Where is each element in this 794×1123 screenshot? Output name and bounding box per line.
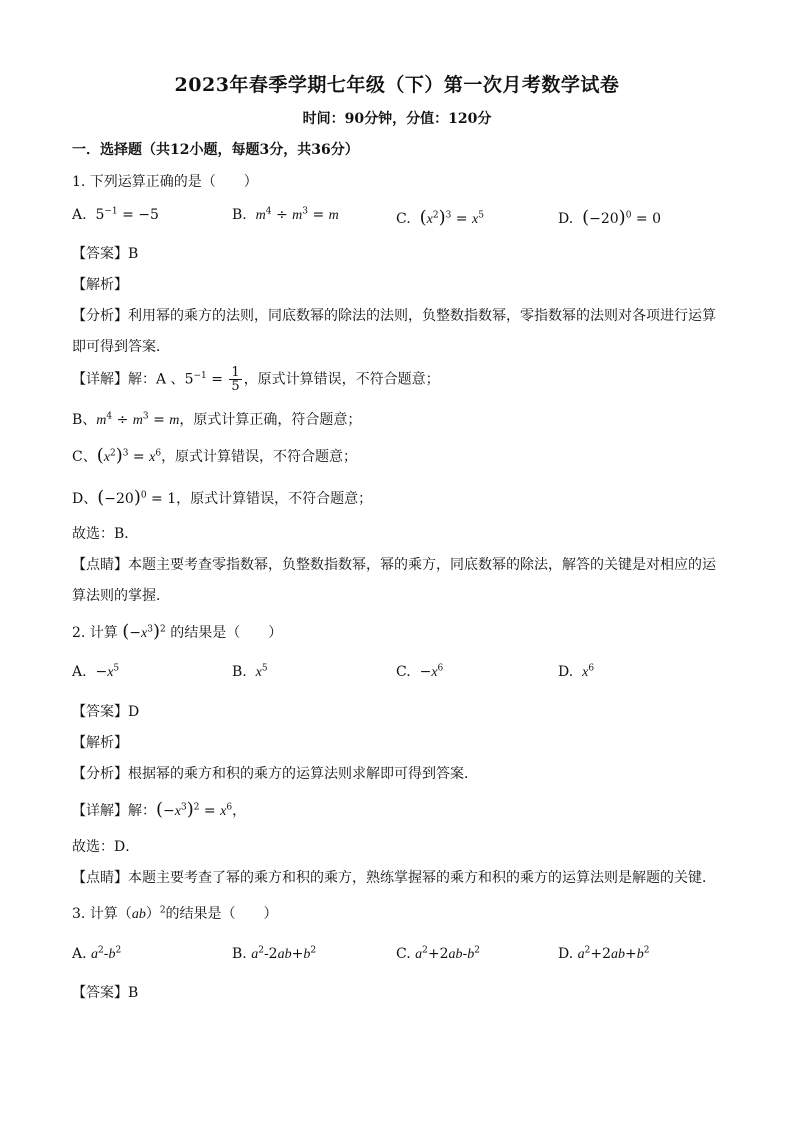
answer-label: 【答案】B bbox=[72, 985, 139, 1001]
option-a: A. $a^2-b^2$ bbox=[72, 945, 122, 962]
option-d: D. $(-20)^0 = 0$ bbox=[558, 207, 661, 228]
detail-c: C、$(x^2)^3 = x^6$，原式计算错误，不符合题意； bbox=[72, 445, 358, 466]
solution-label: 【解析】 bbox=[72, 735, 128, 751]
question-2-stem: 2. 计算 $(-x^3)^2$ 的结果是（ ） bbox=[72, 621, 283, 642]
choice-text: 故选：D． bbox=[72, 839, 140, 855]
option-c: C. $-x^6$ bbox=[396, 663, 444, 680]
comment-text: 【点睛】本题主要考查了幂的乘方和积的乘方，熟练掌握幂的乘方和积的乘方的运算法则是解题的关键． bbox=[72, 870, 716, 886]
option-b: B. $m^4 \div m^3 = m$ bbox=[232, 206, 339, 223]
detail-d: D、$(-20)^0 = 1$，原式计算错误，不符合题意； bbox=[72, 487, 373, 508]
analysis-text: 【分析】利用幂的乘方的法则，同底数幂的除法的法则，负整数指数幂，零指数幂的法则对各项进行运算 bbox=[72, 308, 716, 324]
comment-text-cont: 算法则的掌握． bbox=[72, 588, 170, 604]
detail-b: B、$m^4 \div m^3 = m$，原式计算正确，符合题意； bbox=[72, 411, 362, 428]
question-3-stem: 3. 计算（ab）$^2$的结果是（ ） bbox=[72, 905, 278, 922]
option-d: D. $x^6$ bbox=[558, 663, 595, 680]
detail-text: 【详解】解：$(-x^3)^2 = x^6$， bbox=[72, 799, 247, 820]
analysis-text-cont: 即可得到答案． bbox=[72, 339, 170, 355]
option-a: A. $-x^5$ bbox=[72, 663, 120, 680]
option-a: A. $5^{-1} = -5$ bbox=[72, 206, 159, 223]
question-1-options bbox=[72, 207, 732, 231]
option-c: C. $a^2+2ab-b^2$ bbox=[396, 945, 480, 962]
section-heading: 一．选择题（共12小题，每题3分，共36分） bbox=[72, 142, 359, 158]
answer-label: 【答案】D bbox=[72, 704, 140, 720]
question-1-stem: 1. 下列运算正确的是（ ） bbox=[72, 174, 258, 190]
option-b: B. $x^5$ bbox=[232, 663, 268, 680]
option-d: D. $a^2+2ab+b^2$ bbox=[558, 945, 650, 962]
solution-label: 【解析】 bbox=[72, 277, 128, 293]
comment-text: 【点睛】本题主要考查零指数幂，负整数指数幂，幂的乘方，同底数幂的除法，解答的关键是对相应的运 bbox=[72, 557, 716, 573]
choice-text: 故选：B． bbox=[72, 526, 139, 542]
question-3-options bbox=[72, 946, 732, 970]
option-c: C. $(x^2)^3 = x^5$ bbox=[396, 207, 484, 228]
page-title: 2023年春季学期七年级（下）第一次月考数学试卷 bbox=[174, 74, 620, 96]
exam-info: 时间：90分钟，分值：120分 bbox=[302, 111, 492, 127]
question-2-options bbox=[72, 664, 732, 688]
option-b: B. $a^2-2ab+b^2$ bbox=[232, 945, 317, 962]
answer-label: 【答案】B bbox=[72, 246, 139, 262]
detail-a: 【详解】解：A 、$5^{-1}$ = $\frac{1}{5}$ ，原式计算错误，不符合题意； bbox=[72, 365, 440, 394]
analysis-text: 【分析】根据幂的乘方和积的乘方的运算法则求解即可得到答案． bbox=[72, 766, 478, 782]
